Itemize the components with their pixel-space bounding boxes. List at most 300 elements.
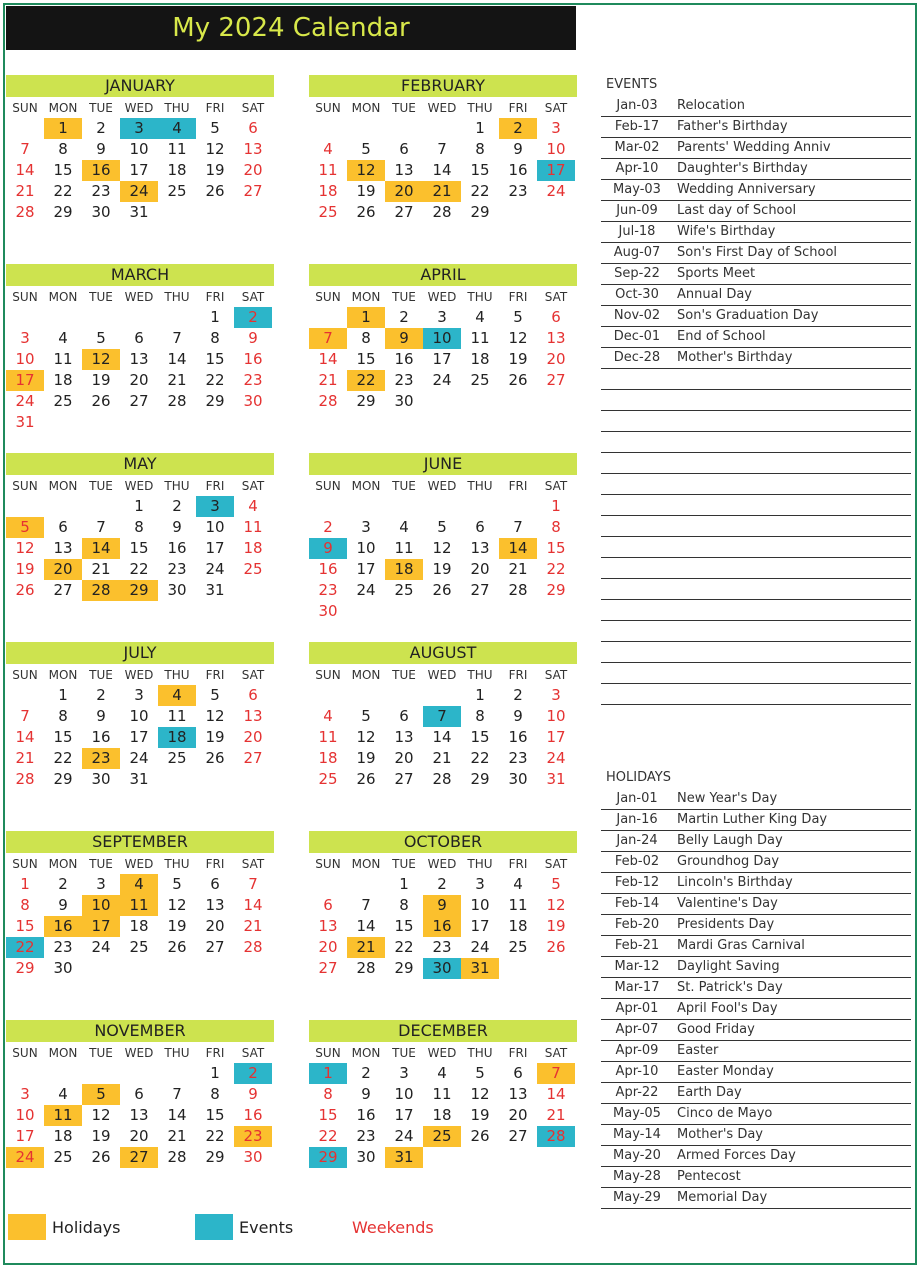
day-cell[interactable]: 8: [399, 896, 409, 914]
day-cell[interactable]: 14: [499, 538, 537, 559]
day-cell[interactable]: 17: [6, 370, 44, 391]
day-cell[interactable]: 2: [234, 307, 272, 328]
day-cell[interactable]: 24: [394, 1127, 414, 1145]
day-cell[interactable]: 16: [82, 160, 120, 181]
day-cell[interactable]: 19: [91, 1127, 111, 1145]
day-cell[interactable]: 21: [432, 749, 452, 767]
day-cell[interactable]: 19: [91, 371, 111, 389]
day-cell[interactable]: 10: [546, 140, 566, 158]
day-cell[interactable]: 25: [318, 770, 338, 788]
day-cell[interactable]: 5: [361, 707, 371, 725]
day-cell[interactable]: 30: [356, 1148, 376, 1166]
day-cell[interactable]: 27: [318, 959, 338, 977]
day-cell[interactable]: 2: [499, 118, 537, 139]
day-cell[interactable]: 18: [470, 350, 490, 368]
day-cell[interactable]: 5: [437, 518, 447, 536]
day-cell[interactable]: 31: [205, 581, 225, 599]
day-cell[interactable]: 14: [432, 728, 452, 746]
day-cell[interactable]: 23: [356, 1127, 376, 1145]
day-cell[interactable]: 20: [243, 728, 263, 746]
day-cell[interactable]: 29: [205, 1148, 225, 1166]
day-cell[interactable]: 22: [546, 560, 566, 578]
day-cell[interactable]: 14: [167, 1106, 187, 1124]
day-cell[interactable]: 19: [546, 917, 566, 935]
day-cell[interactable]: 19: [356, 749, 376, 767]
day-cell[interactable]: 22: [470, 182, 490, 200]
day-cell[interactable]: 19: [167, 917, 187, 935]
day-cell[interactable]: 13: [394, 161, 414, 179]
day-cell[interactable]: 21: [91, 560, 111, 578]
day-cell[interactable]: 21: [318, 371, 338, 389]
day-cell[interactable]: 19: [432, 560, 452, 578]
day-cell[interactable]: 10: [356, 539, 376, 557]
day-cell[interactable]: 27: [243, 182, 263, 200]
day-cell[interactable]: 8: [475, 707, 485, 725]
day-cell[interactable]: 29: [205, 392, 225, 410]
day-cell[interactable]: 15: [205, 350, 225, 368]
day-cell[interactable]: 10: [470, 896, 490, 914]
day-cell[interactable]: 4: [120, 874, 158, 895]
day-cell[interactable]: 17: [205, 539, 225, 557]
day-cell[interactable]: 4: [399, 518, 409, 536]
day-cell[interactable]: 8: [20, 896, 30, 914]
day-cell[interactable]: 5: [361, 140, 371, 158]
day-cell[interactable]: 18: [318, 749, 338, 767]
day-cell[interactable]: 15: [394, 917, 414, 935]
day-cell[interactable]: 12: [82, 349, 120, 370]
day-cell[interactable]: 4: [158, 685, 196, 706]
day-cell[interactable]: 25: [53, 1148, 73, 1166]
day-cell[interactable]: 26: [546, 938, 566, 956]
day-cell[interactable]: 16: [356, 1106, 376, 1124]
day-cell[interactable]: 15: [356, 350, 376, 368]
day-cell[interactable]: 31: [15, 413, 35, 431]
day-cell[interactable]: 9: [172, 518, 182, 536]
day-cell[interactable]: 20: [205, 917, 225, 935]
day-cell[interactable]: 7: [20, 707, 30, 725]
day-cell[interactable]: 3: [437, 308, 447, 326]
day-cell[interactable]: 4: [158, 118, 196, 139]
day-cell[interactable]: 25: [243, 560, 263, 578]
day-cell[interactable]: 20: [470, 560, 490, 578]
day-cell[interactable]: 4: [58, 329, 68, 347]
day-cell[interactable]: 25: [423, 1126, 461, 1147]
day-cell[interactable]: 14: [356, 917, 376, 935]
day-cell[interactable]: 4: [323, 140, 333, 158]
day-cell[interactable]: 28: [243, 938, 263, 956]
day-cell[interactable]: 27: [53, 581, 73, 599]
day-cell[interactable]: 23: [243, 371, 263, 389]
day-cell[interactable]: 4: [437, 1064, 447, 1082]
day-cell[interactable]: 16: [243, 350, 263, 368]
day-cell[interactable]: 26: [167, 938, 187, 956]
day-cell[interactable]: 17: [432, 350, 452, 368]
day-cell[interactable]: 30: [91, 203, 111, 221]
day-cell[interactable]: 29: [15, 959, 35, 977]
day-cell[interactable]: 13: [205, 896, 225, 914]
day-cell[interactable]: 27: [243, 749, 263, 767]
day-cell[interactable]: 14: [15, 161, 35, 179]
day-cell[interactable]: 30: [91, 770, 111, 788]
day-cell[interactable]: 2: [96, 119, 106, 137]
day-cell[interactable]: 28: [432, 770, 452, 788]
day-cell[interactable]: 19: [15, 560, 35, 578]
day-cell[interactable]: 27: [394, 770, 414, 788]
day-cell[interactable]: 3: [20, 329, 30, 347]
day-cell[interactable]: 2: [513, 686, 523, 704]
day-cell[interactable]: 11: [508, 896, 528, 914]
day-cell[interactable]: 8: [58, 140, 68, 158]
day-cell[interactable]: 5: [82, 1084, 120, 1105]
day-cell[interactable]: 19: [508, 350, 528, 368]
day-cell[interactable]: 6: [399, 140, 409, 158]
day-cell[interactable]: 13: [394, 728, 414, 746]
day-cell[interactable]: 30: [423, 958, 461, 979]
day-cell[interactable]: 20: [546, 350, 566, 368]
day-cell[interactable]: 9: [513, 707, 523, 725]
day-cell[interactable]: 14: [82, 538, 120, 559]
day-cell[interactable]: 17: [394, 1106, 414, 1124]
day-cell[interactable]: 5: [513, 308, 523, 326]
day-cell[interactable]: 20: [129, 371, 149, 389]
day-cell[interactable]: 20: [508, 1106, 528, 1124]
day-cell[interactable]: 7: [172, 1085, 182, 1103]
day-cell[interactable]: 8: [210, 329, 220, 347]
day-cell[interactable]: 29: [309, 1147, 347, 1168]
day-cell[interactable]: 1: [399, 875, 409, 893]
day-cell[interactable]: 23: [91, 182, 111, 200]
day-cell[interactable]: 11: [432, 1085, 452, 1103]
day-cell[interactable]: 10: [15, 1106, 35, 1124]
day-cell[interactable]: 30: [243, 1148, 263, 1166]
day-cell[interactable]: 20: [129, 1127, 149, 1145]
day-cell[interactable]: 21: [347, 937, 385, 958]
day-cell[interactable]: 17: [129, 728, 149, 746]
day-cell[interactable]: 16: [508, 728, 528, 746]
day-cell[interactable]: 23: [167, 560, 187, 578]
day-cell[interactable]: 7: [172, 329, 182, 347]
day-cell[interactable]: 26: [470, 1127, 490, 1145]
day-cell[interactable]: 15: [470, 161, 490, 179]
day-cell[interactable]: 18: [53, 371, 73, 389]
day-cell[interactable]: 17: [129, 161, 149, 179]
day-cell[interactable]: 13: [470, 539, 490, 557]
day-cell[interactable]: 22: [53, 182, 73, 200]
day-cell[interactable]: 24: [432, 371, 452, 389]
day-cell[interactable]: 7: [437, 140, 447, 158]
day-cell[interactable]: 11: [318, 728, 338, 746]
day-cell[interactable]: 2: [234, 1063, 272, 1084]
day-cell[interactable]: 22: [205, 1127, 225, 1145]
day-cell[interactable]: 1: [309, 1063, 347, 1084]
day-cell[interactable]: 22: [129, 560, 149, 578]
day-cell[interactable]: 6: [475, 518, 485, 536]
day-cell[interactable]: 24: [6, 1147, 44, 1168]
day-cell[interactable]: 23: [394, 371, 414, 389]
day-cell[interactable]: 17: [537, 160, 575, 181]
day-cell[interactable]: 15: [53, 728, 73, 746]
day-cell[interactable]: 30: [394, 392, 414, 410]
day-cell[interactable]: 19: [470, 1106, 490, 1124]
day-cell[interactable]: 25: [318, 203, 338, 221]
day-cell[interactable]: 8: [210, 1085, 220, 1103]
day-cell[interactable]: 14: [546, 1085, 566, 1103]
day-cell[interactable]: 17: [546, 728, 566, 746]
day-cell[interactable]: 7: [96, 518, 106, 536]
day-cell[interactable]: 9: [96, 140, 106, 158]
day-cell[interactable]: 11: [243, 518, 263, 536]
day-cell[interactable]: 7: [361, 896, 371, 914]
day-cell[interactable]: 4: [513, 875, 523, 893]
day-cell[interactable]: 23: [82, 748, 120, 769]
day-cell[interactable]: 20: [44, 559, 82, 580]
day-cell[interactable]: 6: [134, 1085, 144, 1103]
day-cell[interactable]: 10: [15, 350, 35, 368]
day-cell[interactable]: 28: [508, 581, 528, 599]
day-cell[interactable]: 3: [196, 496, 234, 517]
day-cell[interactable]: 1: [551, 497, 561, 515]
day-cell[interactable]: 21: [167, 371, 187, 389]
day-cell[interactable]: 13: [129, 1106, 149, 1124]
day-cell[interactable]: 22: [394, 938, 414, 956]
day-cell[interactable]: 17: [82, 916, 120, 937]
day-cell[interactable]: 14: [432, 161, 452, 179]
day-cell[interactable]: 16: [91, 728, 111, 746]
day-cell[interactable]: 6: [513, 1064, 523, 1082]
day-cell[interactable]: 9: [58, 896, 68, 914]
day-cell[interactable]: 9: [248, 1085, 258, 1103]
day-cell[interactable]: 25: [167, 749, 187, 767]
day-cell[interactable]: 5: [6, 517, 44, 538]
day-cell[interactable]: 9: [96, 707, 106, 725]
day-cell[interactable]: 19: [205, 161, 225, 179]
day-cell[interactable]: 6: [323, 896, 333, 914]
day-cell[interactable]: 10: [423, 328, 461, 349]
day-cell[interactable]: 15: [15, 917, 35, 935]
day-cell[interactable]: 2: [58, 875, 68, 893]
day-cell[interactable]: 1: [347, 307, 385, 328]
day-cell[interactable]: 31: [129, 203, 149, 221]
day-cell[interactable]: 23: [234, 1126, 272, 1147]
day-cell[interactable]: 11: [44, 1105, 82, 1126]
day-cell[interactable]: 2: [399, 308, 409, 326]
day-cell[interactable]: 13: [546, 329, 566, 347]
day-cell[interactable]: 20: [385, 181, 423, 202]
day-cell[interactable]: 20: [394, 749, 414, 767]
day-cell[interactable]: 5: [96, 329, 106, 347]
day-cell[interactable]: 15: [205, 1106, 225, 1124]
day-cell[interactable]: 13: [129, 350, 149, 368]
day-cell[interactable]: 31: [385, 1147, 423, 1168]
day-cell[interactable]: 25: [129, 938, 149, 956]
day-cell[interactable]: 7: [20, 140, 30, 158]
day-cell[interactable]: 16: [394, 350, 414, 368]
day-cell[interactable]: 17: [470, 917, 490, 935]
day-cell[interactable]: 15: [470, 728, 490, 746]
day-cell[interactable]: 13: [243, 140, 263, 158]
day-cell[interactable]: 3: [120, 118, 158, 139]
day-cell[interactable]: 21: [508, 560, 528, 578]
day-cell[interactable]: 26: [205, 182, 225, 200]
day-cell[interactable]: 28: [15, 203, 35, 221]
day-cell[interactable]: 20: [243, 161, 263, 179]
day-cell[interactable]: 11: [394, 539, 414, 557]
day-cell[interactable]: 24: [546, 749, 566, 767]
day-cell[interactable]: 9: [248, 329, 258, 347]
day-cell[interactable]: 27: [394, 203, 414, 221]
day-cell[interactable]: 22: [347, 370, 385, 391]
day-cell[interactable]: 3: [134, 686, 144, 704]
day-cell[interactable]: 10: [394, 1085, 414, 1103]
day-cell[interactable]: 1: [475, 686, 485, 704]
day-cell[interactable]: 6: [58, 518, 68, 536]
day-cell[interactable]: 22: [6, 937, 44, 958]
day-cell[interactable]: 18: [508, 917, 528, 935]
day-cell[interactable]: 15: [318, 1106, 338, 1124]
day-cell[interactable]: 26: [91, 392, 111, 410]
day-cell[interactable]: 10: [129, 707, 149, 725]
day-cell[interactable]: 26: [356, 203, 376, 221]
day-cell[interactable]: 2: [172, 497, 182, 515]
day-cell[interactable]: 6: [248, 119, 258, 137]
day-cell[interactable]: 20: [318, 938, 338, 956]
day-cell[interactable]: 16: [508, 161, 528, 179]
day-cell[interactable]: 24: [15, 392, 35, 410]
day-cell[interactable]: 5: [172, 875, 182, 893]
day-cell[interactable]: 29: [120, 580, 158, 601]
day-cell[interactable]: 22: [470, 749, 490, 767]
day-cell[interactable]: 22: [53, 749, 73, 767]
day-cell[interactable]: 16: [423, 916, 461, 937]
day-cell[interactable]: 28: [356, 959, 376, 977]
day-cell[interactable]: 5: [475, 1064, 485, 1082]
day-cell[interactable]: 27: [205, 938, 225, 956]
day-cell[interactable]: 10: [205, 518, 225, 536]
day-cell[interactable]: 22: [205, 371, 225, 389]
day-cell[interactable]: 12: [205, 140, 225, 158]
day-cell[interactable]: 27: [120, 1147, 158, 1168]
day-cell[interactable]: 14: [243, 896, 263, 914]
day-cell[interactable]: 24: [205, 560, 225, 578]
day-cell[interactable]: 7: [537, 1063, 575, 1084]
day-cell[interactable]: 13: [508, 1085, 528, 1103]
day-cell[interactable]: 17: [356, 560, 376, 578]
day-cell[interactable]: 21: [15, 182, 35, 200]
day-cell[interactable]: 16: [243, 1106, 263, 1124]
day-cell[interactable]: 1: [475, 119, 485, 137]
day-cell[interactable]: 6: [399, 707, 409, 725]
day-cell[interactable]: 15: [53, 161, 73, 179]
day-cell[interactable]: 29: [356, 392, 376, 410]
day-cell[interactable]: 1: [210, 1064, 220, 1082]
day-cell[interactable]: 18: [385, 559, 423, 580]
day-cell[interactable]: 13: [318, 917, 338, 935]
day-cell[interactable]: 6: [210, 875, 220, 893]
day-cell[interactable]: 23: [432, 938, 452, 956]
day-cell[interactable]: 21: [423, 181, 461, 202]
day-cell[interactable]: 12: [91, 1106, 111, 1124]
day-cell[interactable]: 27: [129, 392, 149, 410]
day-cell[interactable]: 19: [356, 182, 376, 200]
day-cell[interactable]: 31: [461, 958, 499, 979]
day-cell[interactable]: 12: [167, 896, 187, 914]
day-cell[interactable]: 24: [129, 749, 149, 767]
day-cell[interactable]: 9: [513, 140, 523, 158]
day-cell[interactable]: 18: [53, 1127, 73, 1145]
day-cell[interactable]: 18: [243, 539, 263, 557]
day-cell[interactable]: 18: [167, 161, 187, 179]
day-cell[interactable]: 10: [546, 707, 566, 725]
day-cell[interactable]: 26: [205, 749, 225, 767]
day-cell[interactable]: 5: [210, 119, 220, 137]
day-cell[interactable]: 3: [475, 875, 485, 893]
day-cell[interactable]: 29: [53, 203, 73, 221]
day-cell[interactable]: 14: [15, 728, 35, 746]
day-cell[interactable]: 21: [167, 1127, 187, 1145]
day-cell[interactable]: 30: [318, 602, 338, 620]
day-cell[interactable]: 25: [53, 392, 73, 410]
day-cell[interactable]: 11: [120, 895, 158, 916]
day-cell[interactable]: 8: [475, 140, 485, 158]
day-cell[interactable]: 12: [432, 539, 452, 557]
day-cell[interactable]: 18: [432, 1106, 452, 1124]
day-cell[interactable]: 3: [551, 119, 561, 137]
day-cell[interactable]: 29: [546, 581, 566, 599]
day-cell[interactable]: 29: [470, 770, 490, 788]
day-cell[interactable]: 12: [508, 329, 528, 347]
day-cell[interactable]: 15: [129, 539, 149, 557]
day-cell[interactable]: 23: [508, 749, 528, 767]
day-cell[interactable]: 25: [508, 938, 528, 956]
day-cell[interactable]: 28: [82, 580, 120, 601]
day-cell[interactable]: 29: [394, 959, 414, 977]
day-cell[interactable]: 30: [167, 581, 187, 599]
day-cell[interactable]: 6: [551, 308, 561, 326]
day-cell[interactable]: 11: [53, 350, 73, 368]
day-cell[interactable]: 26: [91, 1148, 111, 1166]
day-cell[interactable]: 30: [508, 770, 528, 788]
day-cell[interactable]: 11: [318, 161, 338, 179]
day-cell[interactable]: 7: [423, 706, 461, 727]
day-cell[interactable]: 24: [356, 581, 376, 599]
day-cell[interactable]: 2: [437, 875, 447, 893]
day-cell[interactable]: 11: [470, 329, 490, 347]
day-cell[interactable]: 31: [129, 770, 149, 788]
day-cell[interactable]: 12: [15, 539, 35, 557]
day-cell[interactable]: 16: [167, 539, 187, 557]
day-cell[interactable]: 6: [134, 329, 144, 347]
day-cell[interactable]: 24: [120, 181, 158, 202]
day-cell[interactable]: 17: [15, 1127, 35, 1145]
day-cell[interactable]: 11: [167, 707, 187, 725]
day-cell[interactable]: 25: [470, 371, 490, 389]
day-cell[interactable]: 14: [167, 350, 187, 368]
day-cell[interactable]: 24: [546, 182, 566, 200]
day-cell[interactable]: 1: [58, 686, 68, 704]
day-cell[interactable]: 28: [15, 770, 35, 788]
day-cell[interactable]: 18: [129, 917, 149, 935]
day-cell[interactable]: 28: [537, 1126, 575, 1147]
day-cell[interactable]: 26: [508, 371, 528, 389]
day-cell[interactable]: 18: [158, 727, 196, 748]
day-cell[interactable]: 24: [470, 938, 490, 956]
day-cell[interactable]: 28: [167, 1148, 187, 1166]
day-cell[interactable]: 2: [96, 686, 106, 704]
day-cell[interactable]: 23: [318, 581, 338, 599]
day-cell[interactable]: 28: [432, 203, 452, 221]
day-cell[interactable]: 3: [361, 518, 371, 536]
day-cell[interactable]: 13: [53, 539, 73, 557]
